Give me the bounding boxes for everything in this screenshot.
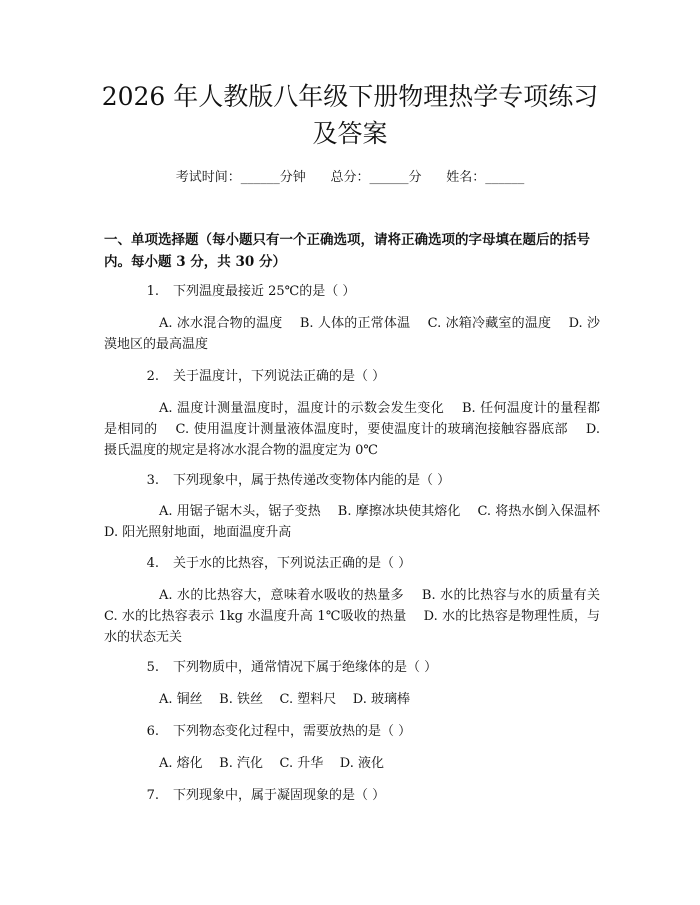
section-heading: 一、单项选择题（每小题只有一个正确选项，请将正确选项的字母填在题后的括号内。每小题 3 分，共 30 分）: [104, 232, 590, 270]
question-number: 2.: [146, 369, 159, 384]
question-stem: [104, 470, 600, 491]
question-text: 下列物质中，通常情况下属于绝缘体的是（ ）: [173, 660, 438, 675]
question-options: A. 水的比热容大，意味着水吸收的热量多 B. 水的比热容与水的质量有关 C. 水的比热容表示 1kg 水温度升高 1℃吸收的热量 D. 水的比热容是物理性质，与水的状态无关: [104, 588, 617, 645]
title-line-2: 及答案: [312, 119, 388, 148]
question-options: A. 用锯子锯木头，锯子变热 B. 摩擦冰块使其熔化 C. 将热水倒入保温杯 D. 阳光照射地面，地面温度升高: [104, 504, 617, 540]
question-text: 下列现象中，属于凝固现象的是（ ）: [173, 788, 386, 803]
title-line-1: 2026 年人教版八年级下册物理热学专项练习: [101, 82, 599, 111]
question-text: 下列温度最接近 25℃的是（ ）: [173, 284, 356, 299]
question-number: 5.: [146, 660, 159, 675]
question-stem: [104, 721, 600, 742]
document-title: [100, 78, 600, 152]
question-options: A. 温度计测量温度时，温度计的示数会发生变化 B. 任何温度计的量程都是相同的 C. 使用温度计测量液体温度时，要使温度计的玻璃泡接触容器底部 D. 摄氏温度的规定是将冰水混合物的温度定为 0℃: [104, 401, 605, 458]
question-options: A. 冰水混合物的温度 B. 人体的正常体温 C. 冰箱冷藏室的温度 D. 沙漠地区的最高温度: [104, 316, 600, 352]
question-stem: [104, 657, 600, 678]
question-number: 7.: [146, 788, 159, 803]
exam-info-line: 考试时间：______分钟 总分：______分 姓名：______: [175, 170, 525, 185]
question-stem: [104, 366, 600, 387]
question-options: A. 熔化 B. 汽化 C. 升华 D. 液化: [159, 756, 385, 771]
question-number: 3.: [146, 473, 159, 488]
question-stem: [104, 785, 600, 806]
question-number: 4.: [146, 556, 159, 571]
question-stem: [104, 281, 600, 302]
question-number: 1.: [146, 284, 159, 299]
question-text: 关于水的比热容，下列说法正确的是（ ）: [173, 556, 412, 571]
question-options: A. 铜丝 B. 铁丝 C. 塑料尺 D. 玻璃棒: [159, 692, 411, 707]
question-text: 下列现象中，属于热传递改变物体内能的是（ ）: [173, 473, 451, 488]
question-number: 6.: [146, 724, 159, 739]
question-text: 关于温度计，下列说法正确的是（ ）: [173, 369, 386, 384]
question-stem: [104, 553, 600, 574]
question-text: 下列物态变化过程中，需要放热的是（ ）: [173, 724, 412, 739]
